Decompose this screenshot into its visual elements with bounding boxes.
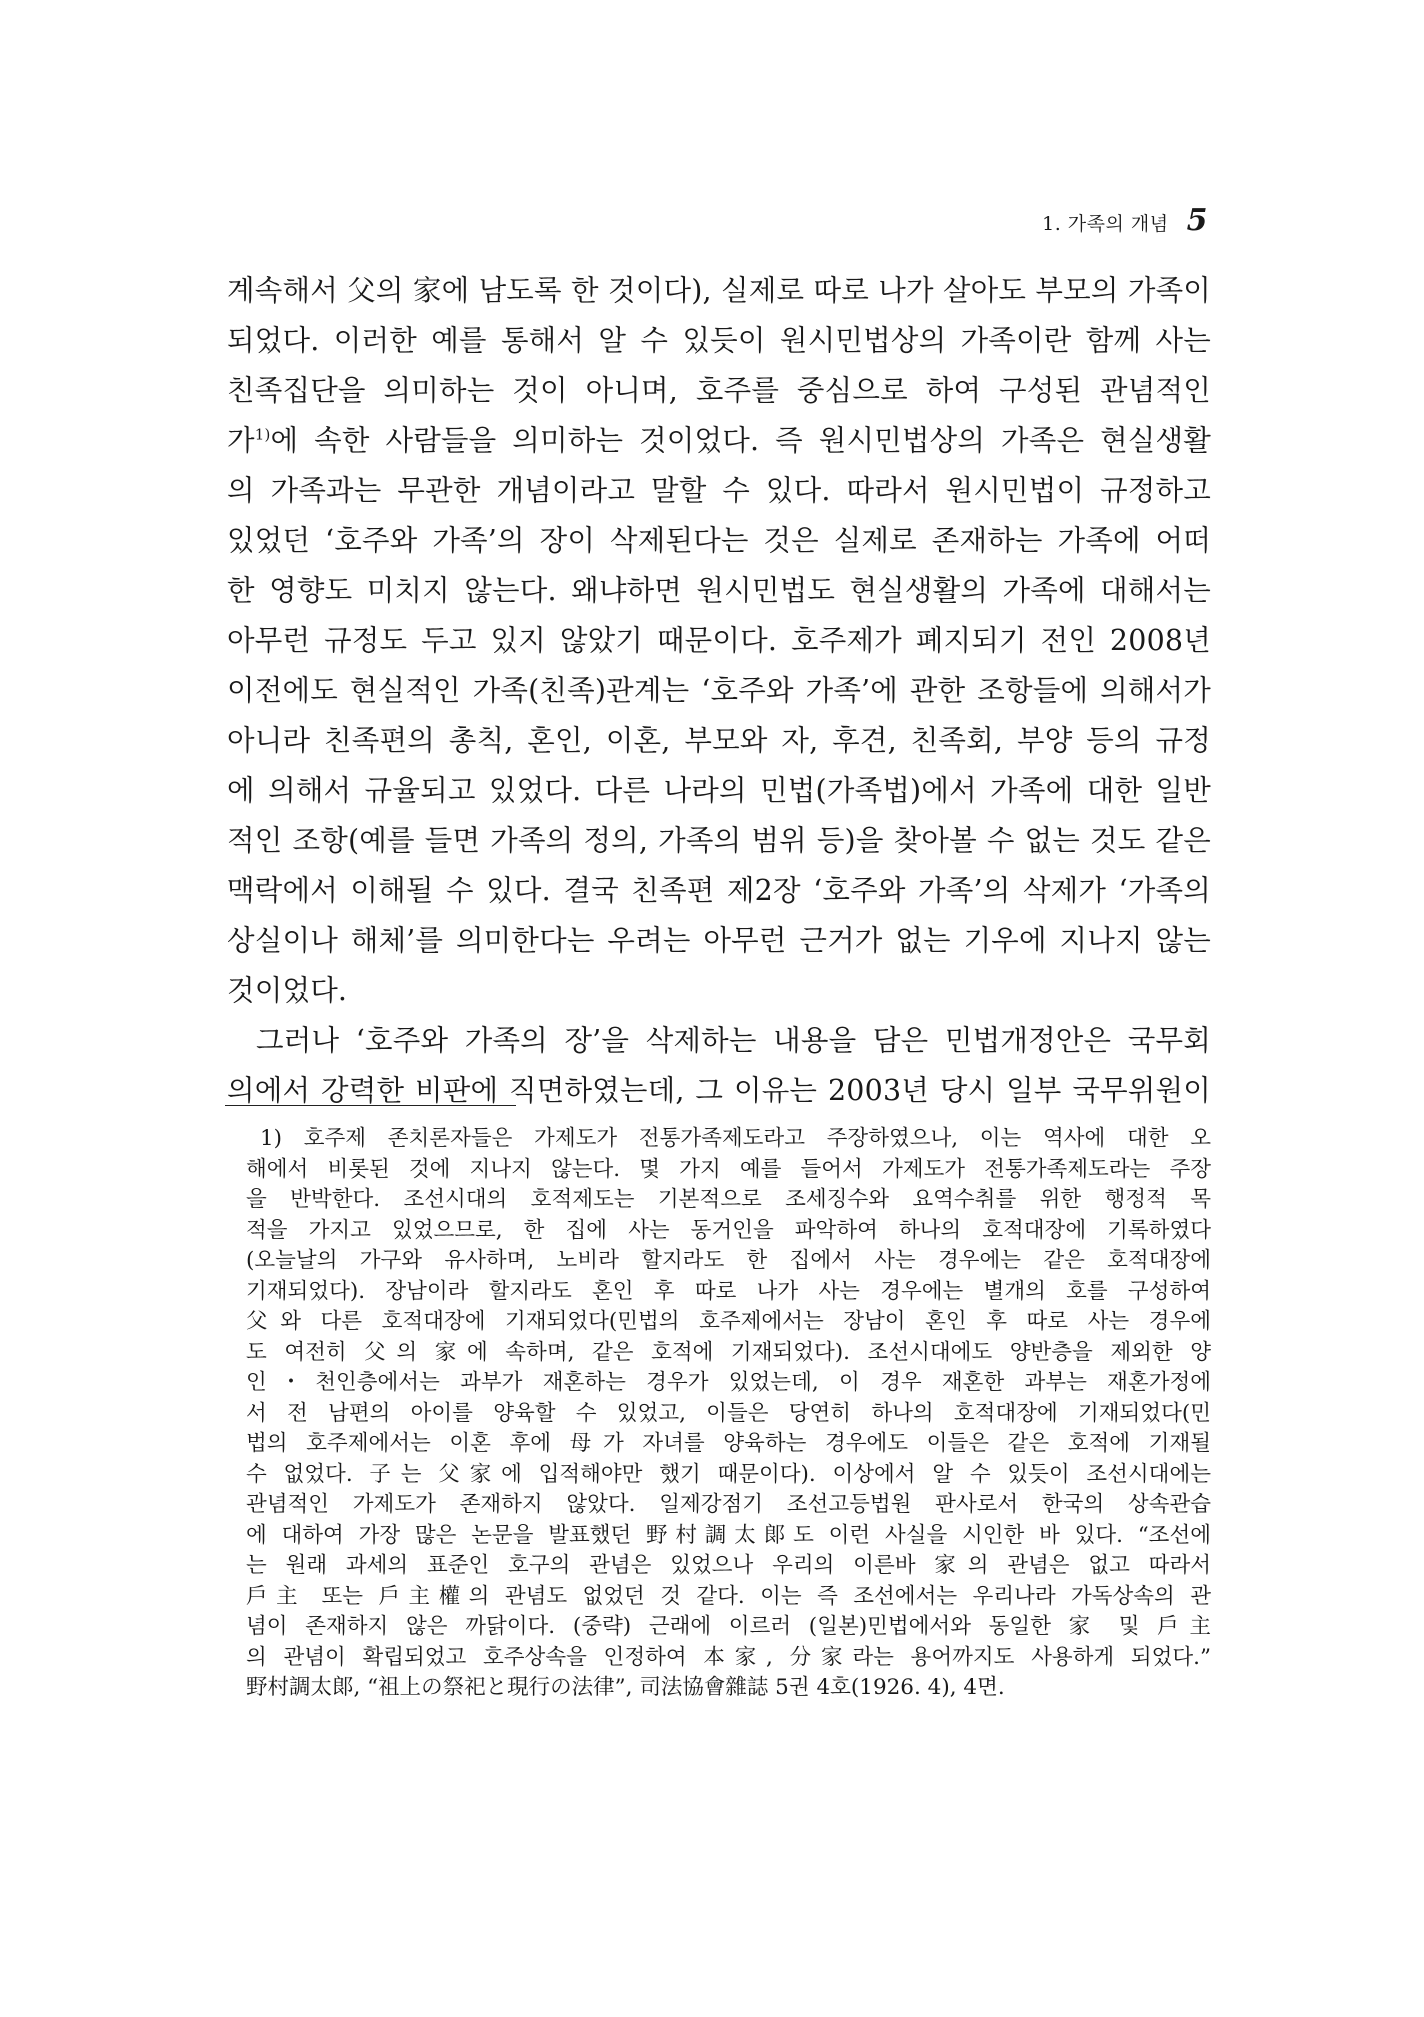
text-line: 한 영향도 미치지 않는다. 왜냐하면 원시민법도 현실생활의 가족에 대해서는: [227, 574, 1211, 607]
footnote-line: 에 대하여 가장 많은 논문을 발표했던 野村調太郞도 이런 사실을 시인한 바 있다. “조선에: [246, 1522, 1211, 1548]
footnote-line: 도 여전히 父의 家에 속하며, 같은 호적에 기재되었다). 조선시대에도 양반층을 제외한 양: [246, 1339, 1211, 1365]
text-line: 친족집단을 의미하는 것이 아니며, 호주를 중심으로 하여 구성된 관념적인: [227, 374, 1211, 407]
text-line: 계속해서 父의 家에 남도록 한 것이다), 실제로 따로 나가 살아도 부모의 가족이: [227, 274, 1212, 307]
footnote-line: 인・천인층에서는 과부가 재혼하는 경우가 있었는데, 이 경우 재혼한 과부는 재혼가정에: [246, 1370, 1211, 1395]
footnote-line: 수 없었다. 子는 父家에 입적해야만 했기 때문이다). 이상에서 알 수 있듯이 조선시대에는: [246, 1461, 1211, 1487]
paragraph-2: [227, 1016, 1211, 1116]
text-line: 의에서 강력한 비판에 직면하였는데, 그 이유는 2003년 당시 일부 국무위원이: [227, 1074, 1211, 1107]
footnote-separator: [225, 1105, 516, 1106]
footnote-marker: 1): [254, 425, 271, 444]
text-line: 되었다. 이러한 예를 통해서 알 수 있듯이 원시민법상의 가족이란 함께 사는: [227, 324, 1211, 357]
footnote-line: 1) 호주제 존치론자들은 가제도가 전통가족제도라고 주장하였으나, 이는 역사에 대한 오: [260, 1126, 1211, 1151]
text-line: 것이었다.: [227, 974, 348, 1007]
footnote-line: 법의 호주제에서는 이혼 후에 母가 자녀를 양육하는 경우에도 이들은 같은 호적에 기재될: [246, 1431, 1211, 1456]
footnote-line: (오늘날의 가구와 유사하며, 노비라 할지라도 한 집에서 사는 경우에는 같은 호적대장에: [246, 1248, 1211, 1273]
body-text: [227, 266, 1211, 1116]
text-line: 맥락에서 이해될 수 있다. 결국 친족편 제2장 ‘호주와 가족’의 삭제가 ‘가족의: [227, 874, 1211, 907]
running-header: [1042, 203, 1208, 238]
footnote-line: 을 반박한다. 조선시대의 호적제도는 기본적으로 조세징수와 요역수취를 위한 행정적 목: [246, 1187, 1211, 1212]
text-fragment: 에 속한 사람들을 의미하는 것이었다. 즉 원시민법상의 가족은 현실생활: [270, 424, 1211, 457]
page-number: 5: [1186, 203, 1208, 238]
text-line: [227, 416, 1211, 466]
footnote-line: 기재되었다). 장남이라 할지라도 혼인 후 따로 나가 사는 경우에는 별개의 호를 구성하여: [246, 1278, 1211, 1304]
text-line: 그러나 ‘호주와 가족의 장’을 삭제하는 내용을 담은 민법개정안은 국무회: [256, 1024, 1211, 1057]
footnote-line: 관념적인 가제도가 존재하지 않았다. 일제강점기 조선고등법원 판사로서 한국의 상속관습: [246, 1492, 1211, 1517]
footnote-line: 념이 존재하지 않은 까닭이다. (중략) 근래에 이르러 (일본)민법에서와 동일한 家 및 戶主: [246, 1614, 1211, 1639]
paragraph-1: [227, 266, 1211, 1016]
text-line: 있었던 ‘호주와 가족’의 장이 삭제된다는 것은 실제로 존재하는 가족에 어떠: [227, 524, 1211, 557]
running-header-title: 1. 가족의 개념: [1042, 213, 1169, 235]
text-line: 아무런 규정도 두고 있지 않았기 때문이다. 호주제가 폐지되기 전인 2008년: [227, 624, 1211, 657]
text-line: 에 의해서 규율되고 있었다. 다른 나라의 민법(가족법)에서 가족에 대한 일반: [227, 774, 1211, 807]
footnote-line: 野村調太郞, “祖上の祭祀と現行の法律”, 司法協會雜誌 5권 4호(1926. 4), 4면.: [246, 1675, 1005, 1700]
text-line: 적인 조항(예를 들면 가족의 정의, 가족의 범위 등)을 찾아볼 수 없는 것도 같은: [227, 824, 1211, 857]
footnote-line: 해에서 비롯된 것에 지나지 않는다. 몇 가지 예를 들어서 가제도가 전통가족제도라는 주장: [246, 1156, 1211, 1182]
footnote-1: [246, 1124, 1211, 1704]
footnote-line: 戶主 또는 戶主權의 관념도 없었던 것 같다. 이는 즉 조선에서는 우리나라 가독상속의 관: [246, 1583, 1211, 1609]
text-line: 의 가족과는 무관한 개념이라고 말할 수 있다. 따라서 원시민법이 규정하고: [227, 474, 1211, 507]
footnote-line: 서 전 남편의 아이를 양육할 수 있었고, 이들은 당연히 하나의 호적대장에 기재되었다(민: [246, 1400, 1211, 1426]
footnote-line: 는 원래 과세의 표준인 호구의 관념은 있었으나 우리의 이른바 家의 관념은 없고 따라서: [246, 1553, 1211, 1578]
text-fragment: 가: [227, 424, 255, 457]
text-line: 상실이나 해체’를 의미한다는 우려는 아무런 근거가 없는 기우에 지나지 않는: [227, 924, 1211, 957]
text-line: 아니라 친족편의 총칙, 혼인, 이혼, 부모와 자, 후견, 친족회, 부양 등의 규정: [227, 724, 1211, 757]
footnote-line: 적을 가지고 있었으므로, 한 집에 사는 동거인을 파악하여 하나의 호적대장에 기록하였다: [246, 1217, 1211, 1243]
text-line: 이전에도 현실적인 가족(친족)관계는 ‘호주와 가족’에 관한 조항들에 의해서가: [227, 674, 1211, 707]
footnote-line: 의 관념이 확립되었고 호주상속을 인정하여 本家, 分家라는 용어까지도 사용하게 되었다.”: [246, 1644, 1211, 1670]
footnote-line: 父와 다른 호적대장에 기재되었다(민법의 호주제에서는 장남이 혼인 후 따로 사는 경우에: [246, 1309, 1211, 1334]
